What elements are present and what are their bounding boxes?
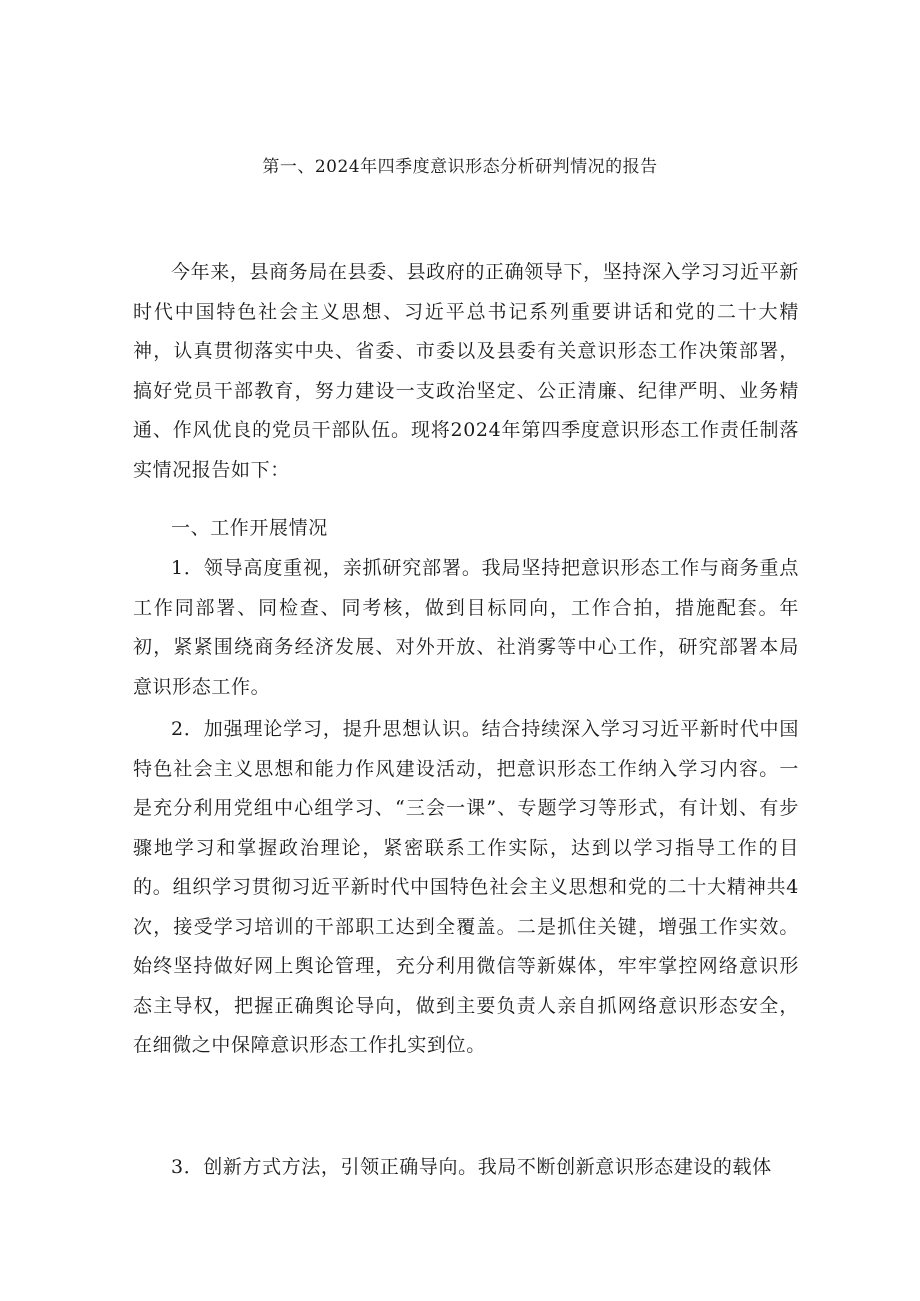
list-item-2: 2．加强理论学习，提升思想认识。结合持续深入学习习近平新时代中国特色社会主义思想和能力作风建设活动，把意识形态工作纳入学习内容。一是充分利用党组中心组学习、“三会一课”、专题学习等形式，有计划、有步骤地学习和掌握政治理论，紧密联系工作实际，达到以学习指导工作的目的。组织学习贯彻习近平新时代中国特色社会主义思想和党的二十大精神共4次，接受学习培训的干部职工达到全覆盖。二是抓住关键，增强工作实效。始终坚持做好网上舆论管理，充分利用微信等新媒体，牢牢掌控网络意识形态主导权，把握正确舆论导向，做到主要负责人亲自抓网络意识形态安全，在细微之中保障意识形态工作扎实到位。 bbox=[133, 718, 799, 1056]
section-heading: 一、工作开展情况 bbox=[171, 517, 328, 539]
intro-paragraph: 今年来，县商务局在县委、县政府的正确领导下，坚持深入学习习近平新时代中国特色社会主义思想、习近平总书记系列重要讲话和党的二十大精神，认真贯彻落实中央、省委、市委以及县委有关意识形态工作决策部署，搞好党员干部教育，努力建设一支政治坚定、公正清廉、纪律严明、业务精通、作风优良的党员干部队伍。现将2024年第四季度意识形态工作责任制落实情况报告如下： bbox=[133, 261, 799, 481]
list-item-1: 1．领导高度重视，亲抓研究部署。我局坚持把意识形态工作与商务重点工作同部署、同检查、同考核，做到目标同向，工作合拍，措施配套。年初，紧紧围绕商务经济发展、对外开放、社消雾等中心工作，研究部署本局意识形态工作。 bbox=[133, 557, 799, 698]
list-item-3: 3．创新方式方法，引领正确导向。我局不断创新意识形态建设的载体 bbox=[171, 1156, 772, 1178]
document-title: 第一、2024年四季度意识形态分析研判情况的报告 bbox=[262, 157, 658, 177]
